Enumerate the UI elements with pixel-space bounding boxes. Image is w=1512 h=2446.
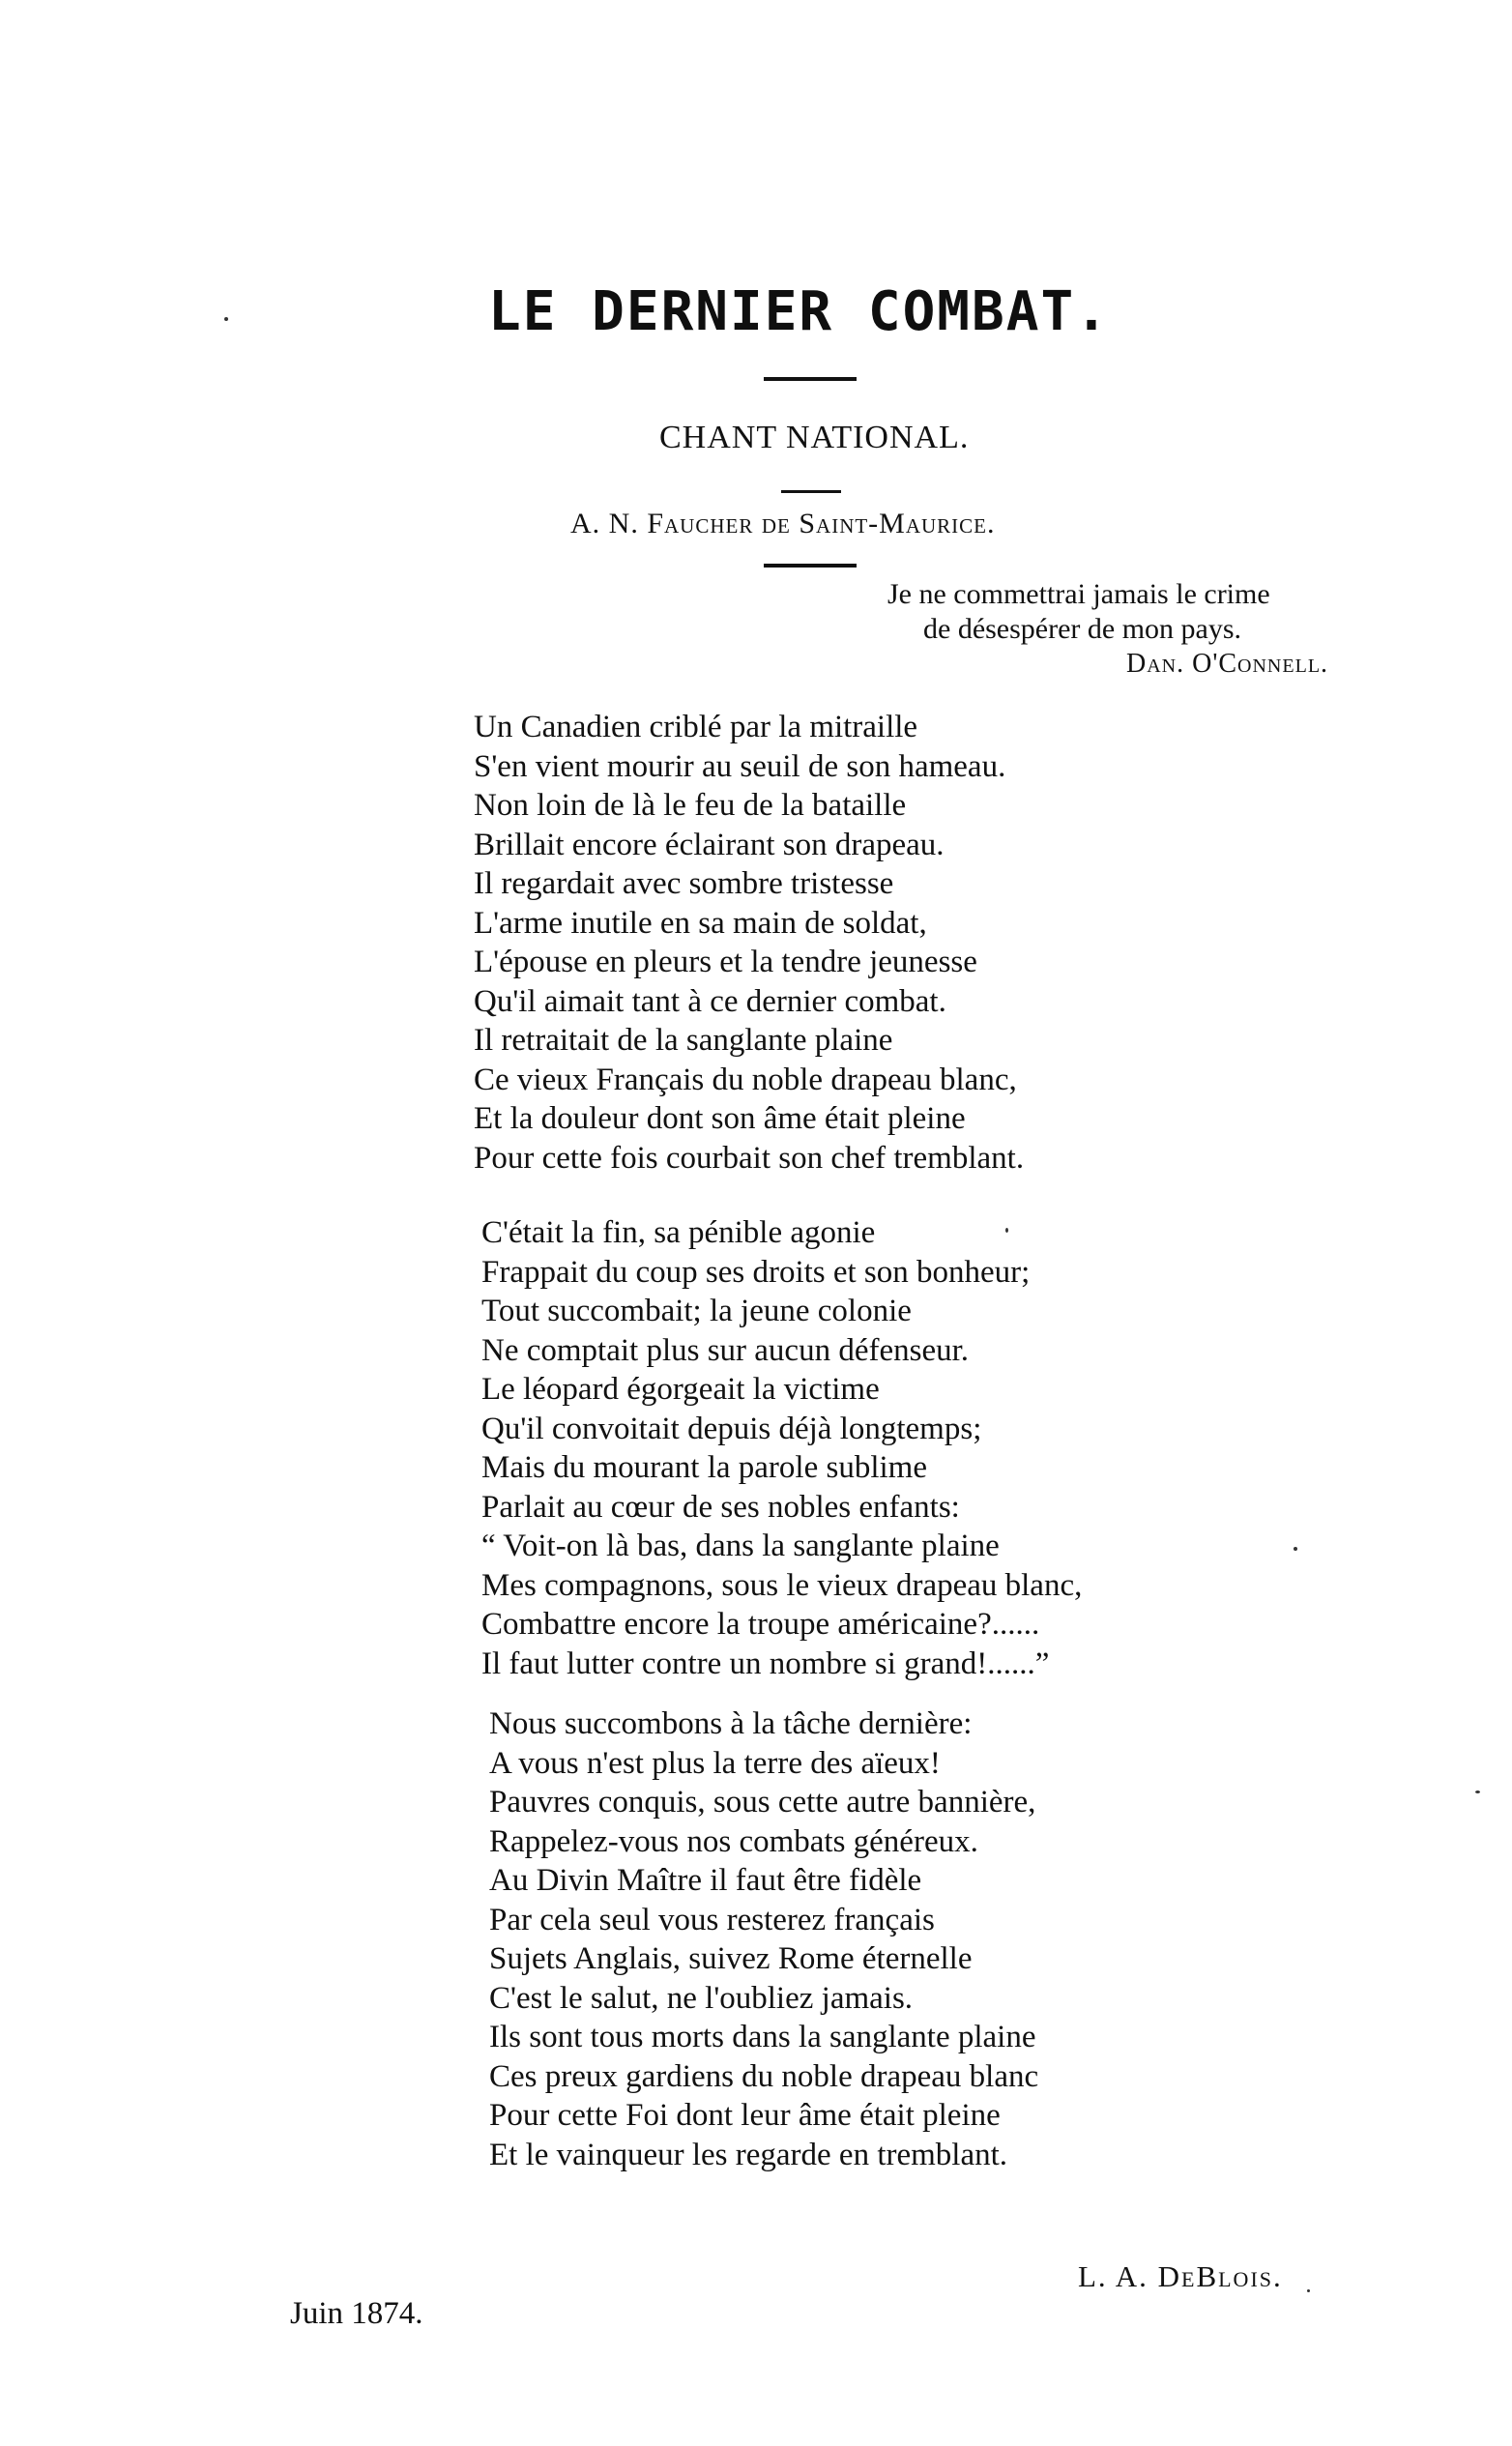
verse-line: Combattre encore la troupe américaine?......: [481, 1607, 1040, 1642]
verse-line: Rappelez-vous nos combats généreux.: [489, 1823, 978, 1859]
verse-line: Au Divin Maître il faut être fidèle: [489, 1863, 922, 1898]
verse-line: Mais du mourant la parole sublime: [481, 1450, 927, 1485]
verse-line: L'épouse en pleurs et la tendre jeunesse: [474, 945, 977, 979]
verse-line: Qu'il convoitait depuis déjà longtemps;: [481, 1411, 982, 1446]
verse-line: Il faut lutter contre un nombre si grand!......”: [481, 1645, 1050, 1681]
verse-line: Ne comptait plus sur aucun défenseur.: [481, 1332, 970, 1368]
verse-line: Un Canadien criblé par la mitraille: [474, 710, 918, 744]
poem-title: LE DERNIER COMBAT.: [488, 280, 1110, 343]
verse-line: Ils sont tous morts dans la sanglante plaine: [489, 2020, 1036, 2054]
scan-speck: [1294, 1547, 1297, 1551]
verse-line: Brillait encore éclairant son drapeau.: [474, 827, 945, 862]
date-line: Juin 1874.: [290, 2296, 423, 2331]
verse-line: Non loin de là le feu de la bataille: [474, 788, 907, 823]
verse-line: Par cela seul vous resterez français: [489, 1902, 935, 1937]
scan-speck: [1475, 1791, 1480, 1793]
verse-line: Nous succombons à la tâche dernière:: [489, 1706, 973, 1741]
verse-line: Qu'il aimait tant à ce dernier combat.: [474, 983, 946, 1019]
scan-speck: [1307, 2289, 1310, 2292]
verse-line: Ce vieux Français du noble drapeau blanc,: [474, 1062, 1017, 1097]
verse-line: S'en vient mourir au seuil de son hameau.: [474, 748, 1006, 784]
verse-line: Il regardait avec sombre tristesse: [474, 866, 894, 901]
epigraph-attribution: Dan. O'Connell.: [1126, 649, 1329, 679]
poem-author: A. N. Faucher de Saint-Maurice.: [570, 508, 996, 539]
verse-line: Pauvres conquis, sous cette autre bannière,: [489, 1785, 1036, 1820]
verse-line: Et le vainqueur les regarde en tremblant.: [489, 2137, 1008, 2172]
subtitle-rule: [781, 490, 841, 493]
verse-line: Et la douleur dont son âme était pleine: [474, 1101, 966, 1136]
title-rule: [764, 377, 857, 381]
verse-line: L'arme inutile en sa main de soldat,: [474, 905, 927, 941]
verse-line: Tout succombait; la jeune colonie: [481, 1294, 912, 1328]
verse-line: Sujets Anglais, suivez Rome éternelle: [489, 1941, 973, 1976]
verse-line: A vous n'est plus la terre des aïeux!: [489, 1745, 941, 1781]
verse-line: Frappait du coup ses droits et son bonheur;: [481, 1254, 1031, 1290]
epigraph-line: de désespérer de mon pays.: [923, 613, 1242, 645]
scan-speck: [224, 317, 228, 321]
verse-line: Parlait au cœur de ses nobles enfants:: [481, 1489, 960, 1525]
scan-speck: [1005, 1228, 1008, 1233]
stanza-2: [481, 1213, 1082, 1683]
author-rule: [764, 564, 857, 568]
verse-line: “ Voit-on là bas, dans la sanglante plaine: [481, 1529, 1000, 1563]
verse-line: Le léopard égorgeait la victime: [481, 1372, 880, 1407]
epigraph-line: Je ne commettrai jamais le crime: [887, 578, 1270, 610]
poem-subtitle: CHANT NATIONAL.: [659, 420, 970, 455]
verse-line: C'est le salut, ne l'oubliez jamais.: [489, 1980, 914, 2016]
signature: L. A. DeBlois.: [1078, 2259, 1283, 2293]
stanza-3: [489, 1704, 1038, 2174]
verse-line: Mes compagnons, sous le vieux drapeau blanc,: [481, 1567, 1083, 1603]
verse-line: Ces preux gardiens du noble drapeau blanc: [489, 2058, 1039, 2094]
verse-line: Pour cette fois courbait son chef tremblant.: [474, 1140, 1025, 1176]
verse-line: Il retraitait de la sanglante plaine: [474, 1023, 893, 1058]
verse-line: C'était la fin, sa pénible agonie: [481, 1215, 876, 1250]
verse-line: Pour cette Foi dont leur âme était pleine: [489, 2098, 1001, 2133]
stanza-1: [474, 708, 1024, 1178]
